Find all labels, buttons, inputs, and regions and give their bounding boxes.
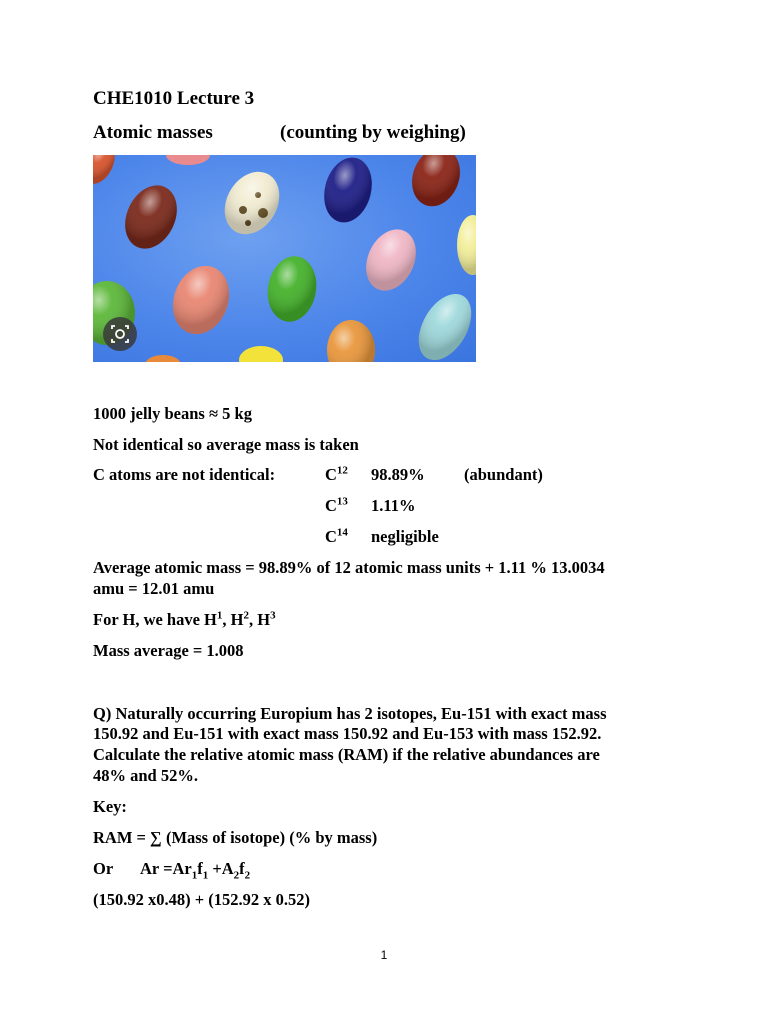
jelly-beans-photo — [93, 155, 476, 362]
jelly-bean-brown — [115, 177, 186, 257]
jelly-bean-speckled — [214, 162, 290, 244]
jelly-bean-green — [263, 252, 322, 325]
jelly-bean-pink — [357, 221, 426, 298]
isotope-percent: 1.11% — [371, 496, 416, 515]
jelly-bean-orange-bottom — [327, 320, 375, 362]
question-line: Calculate the relative atomic mass (RAM) if the relative abundances are — [93, 745, 600, 764]
question-line: 150.92 and Eu-151 with exact mass 150.92 and Eu-153 with mass 152.92. — [93, 724, 602, 743]
c-atoms-line: C atoms are not identical: — [93, 465, 276, 484]
isotope-note: (abundant) — [464, 465, 543, 484]
page-number: 1 — [380, 948, 388, 962]
question-line: 48% and 52%. — [93, 766, 198, 785]
jelly-bean-salmon — [164, 258, 239, 342]
average-mass-line-2: amu = 12.01 amu — [93, 579, 215, 598]
calculation-line: (150.92 x0.48) + (152.92 x 0.52) — [93, 890, 311, 909]
section-heading — [93, 121, 466, 145]
jelly-bean-yellow-bottom — [239, 346, 283, 362]
jelly-bean-light-blue — [408, 285, 476, 362]
jelly-bean-pink-top — [166, 155, 210, 165]
section-heading-left: Atomic masses — [93, 122, 213, 143]
question-line: Q) Naturally occurring Europium has 2 isotopes, Eu-151 with exact mass — [93, 704, 607, 723]
jelly-bean-yellow-right — [457, 215, 476, 275]
lens-icon[interactable] — [103, 317, 137, 351]
jelly-bean-orange-topleft — [93, 155, 121, 189]
key-label: Key: — [93, 797, 127, 816]
isotope-symbol: $C^{14}$ — [325, 526, 348, 546]
or-formula: Or $Ar =Ar_1f_1 +A_2f_2$ — [93, 859, 251, 882]
isotope-percent: 98.89% — [371, 465, 425, 484]
jelly-bean-orange-bottomleft — [145, 355, 181, 362]
section-heading-right: (counting by weighing) — [280, 122, 466, 143]
jelly-bean-dark-red — [404, 155, 468, 213]
not-identical-line: Not identical so average mass is taken — [93, 435, 359, 454]
page-title: CHE1010 Lecture 3 — [93, 88, 255, 109]
isotope-percent: negligible — [371, 527, 439, 546]
jelly-beans-illustration — [93, 155, 476, 362]
jelly-bean-dark-blue — [317, 155, 379, 228]
mass-average-line: Mass average = 1.008 — [93, 641, 244, 660]
isotope-symbol: $C^{12}$ — [325, 464, 348, 484]
jelly-beans-line: 1000 jelly beans ≈ 5 kg — [93, 404, 252, 423]
isotope-symbol: $C^{13}$ — [325, 495, 348, 515]
ram-formula: RAM = ∑ (Mass of isotope) (% by mass) — [93, 828, 378, 847]
average-mass-line-1: Average atomic mass = 98.89% of 12 atomic mass units + 1.11 % 13.0034 — [93, 558, 605, 577]
hydrogen-line: For H, we have $H^1$, $H^2$, $H^3$ — [93, 609, 276, 629]
